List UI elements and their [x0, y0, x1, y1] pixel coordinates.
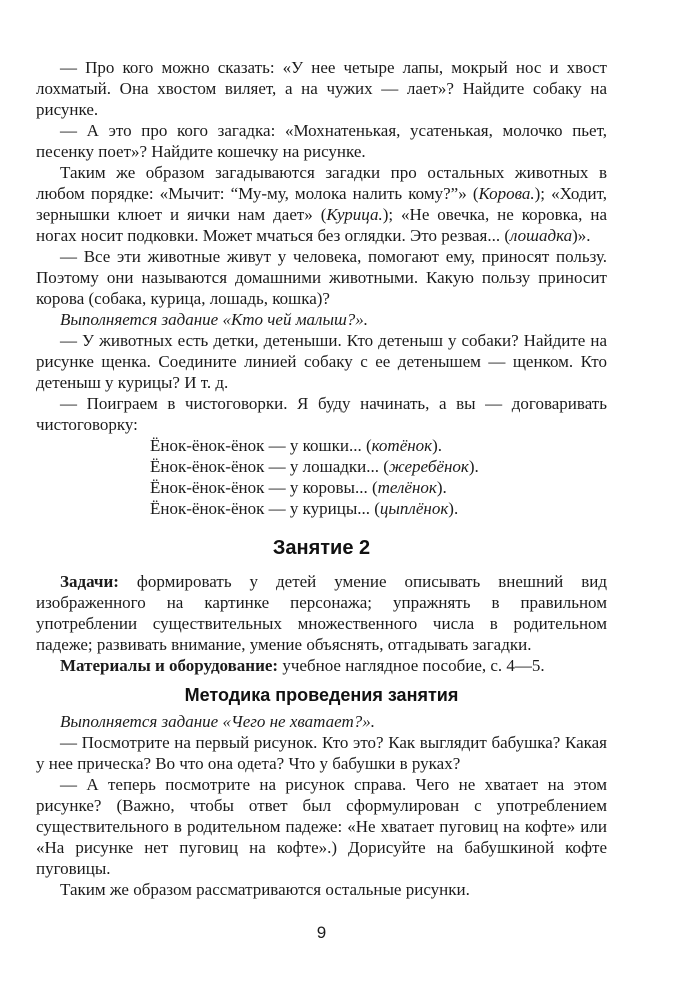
page-content — [36, 57, 607, 900]
text-run: жеребёнок — [388, 457, 469, 476]
text-run: ). — [432, 436, 443, 455]
text-run: формировать у детей умение описывать внешний вид изображенного на картинке персонажа; упражнять в правильном употреблении существительных множественного числа в родительном падеже; развивать внимание, умение объяснять, отгадывать загадки. — [36, 572, 607, 654]
subsection-heading — [36, 684, 607, 706]
verse-line — [150, 435, 607, 456]
text-run: Ёнок-ёнок-ёнок — у курицы... ( — [150, 499, 380, 518]
text-run: — Поиграем в чистоговорки. Я буду начинать, а вы — договаривать чистоговорку: — [36, 394, 607, 434]
text-run: — А это про кого загадка: «Мохнатенькая, усатенькая, молочко пьет, песенку поет»? Найдите кошечку на рисунке. — [36, 121, 607, 161]
paragraph — [36, 879, 607, 900]
text-run: Выполняется задание «Чего не хватает?». — [60, 712, 375, 731]
paragraph — [36, 774, 607, 879]
text-run: Методика проведения занятия — [184, 685, 459, 705]
text-run: котёнок — [371, 436, 433, 455]
text-run: Ёнок-ёнок-ёнок — у лошадки... ( — [150, 457, 389, 476]
verse-block — [150, 435, 607, 519]
text-run: ); «Не овечка, не коровка, на ногах носит подковки. Может мчаться без оглядки. Это резвая... ( — [36, 205, 607, 245]
paragraph — [36, 655, 607, 676]
text-run: Ёнок-ёнок-ёнок — у кошки... ( — [150, 436, 372, 455]
text-run: Занятие 2 — [272, 537, 371, 559]
text-run: )». — [572, 226, 591, 245]
text-run: телёнок — [377, 478, 437, 497]
text-run: Задачи: — [60, 572, 119, 591]
text-run: — У животных есть детки, детеныши. Кто детеныш у собаки? Найдите на рисунке щенка. Соедините линией собаку с ее детенышем — щенком. Кто детеныш у курицы? И т. д. — [36, 331, 607, 392]
paragraph — [36, 162, 607, 246]
paragraph — [36, 246, 607, 309]
paragraph — [36, 732, 607, 774]
text-run: Таким же образом рассматриваются остальные рисунки. — [60, 880, 470, 899]
text-run: Курица. — [326, 205, 383, 224]
paragraph — [36, 571, 607, 655]
verse-line — [150, 477, 607, 498]
text-run: — Про кого можно сказать: «У нее четыре лапы, мокрый нос и хвост лохматый. Она хвостом виляет, а на чужих — лает»? Найдите собаку на рисунке. — [36, 58, 607, 119]
page-number: 9 — [316, 923, 327, 942]
paragraph — [36, 57, 607, 120]
text-run: — Посмотрите на первый рисунок. Кто это? Как выглядит бабушка? Какая у нее прическа? Во что она одета? Что у бабушки в руках? — [36, 733, 607, 773]
text-run: Таким же образом загадываются загадки про остальных животных в любом порядке: «Мычит: “Му-му, молока налить кому?”» ( — [36, 163, 607, 203]
paragraph — [36, 393, 607, 435]
verse-line — [150, 456, 607, 477]
text-run: цыплёнок — [379, 499, 449, 518]
section-heading — [36, 536, 607, 560]
text-run: Материалы и оборудование: — [60, 656, 279, 675]
text-run: лошадка — [510, 226, 573, 245]
paragraph — [36, 330, 607, 393]
paragraph — [36, 120, 607, 162]
text-run: ). — [436, 478, 447, 497]
text-run: Ёнок-ёнок-ёнок — у коровы... ( — [150, 478, 378, 497]
paragraph — [36, 711, 607, 732]
paragraph — [36, 309, 607, 330]
text-run: — А теперь посмотрите на рисунок справа. Чего не хватает на этом рисунке? (Важно, чтобы ответ был сформулирован с употреблением существительного в родительном падеже: «Не хватает пуговиц на кофте» или «На рисунке нет пуговиц на кофте».) Дорисуйте на бабушкиной кофте пуговицы. — [36, 775, 607, 878]
text-run: ); «Ходит, зернышки клюет и яички нам дает» ( — [36, 184, 608, 224]
text-run: ). — [448, 499, 459, 518]
text-run: Выполняется задание «Кто чей малыш?». — [60, 310, 369, 329]
text-run: — Все эти животные живут у человека, помогают ему, приносят пользу. Поэтому они называются домашними животными. Какую пользу приносит корова (собака, курица, лошадь, кошка)? — [36, 247, 607, 308]
verse-line — [150, 498, 607, 519]
text-run: Корова. — [478, 184, 535, 203]
text-run: учебное наглядное пособие, с. 4—5. — [278, 656, 545, 675]
text-run: ). — [468, 457, 479, 476]
